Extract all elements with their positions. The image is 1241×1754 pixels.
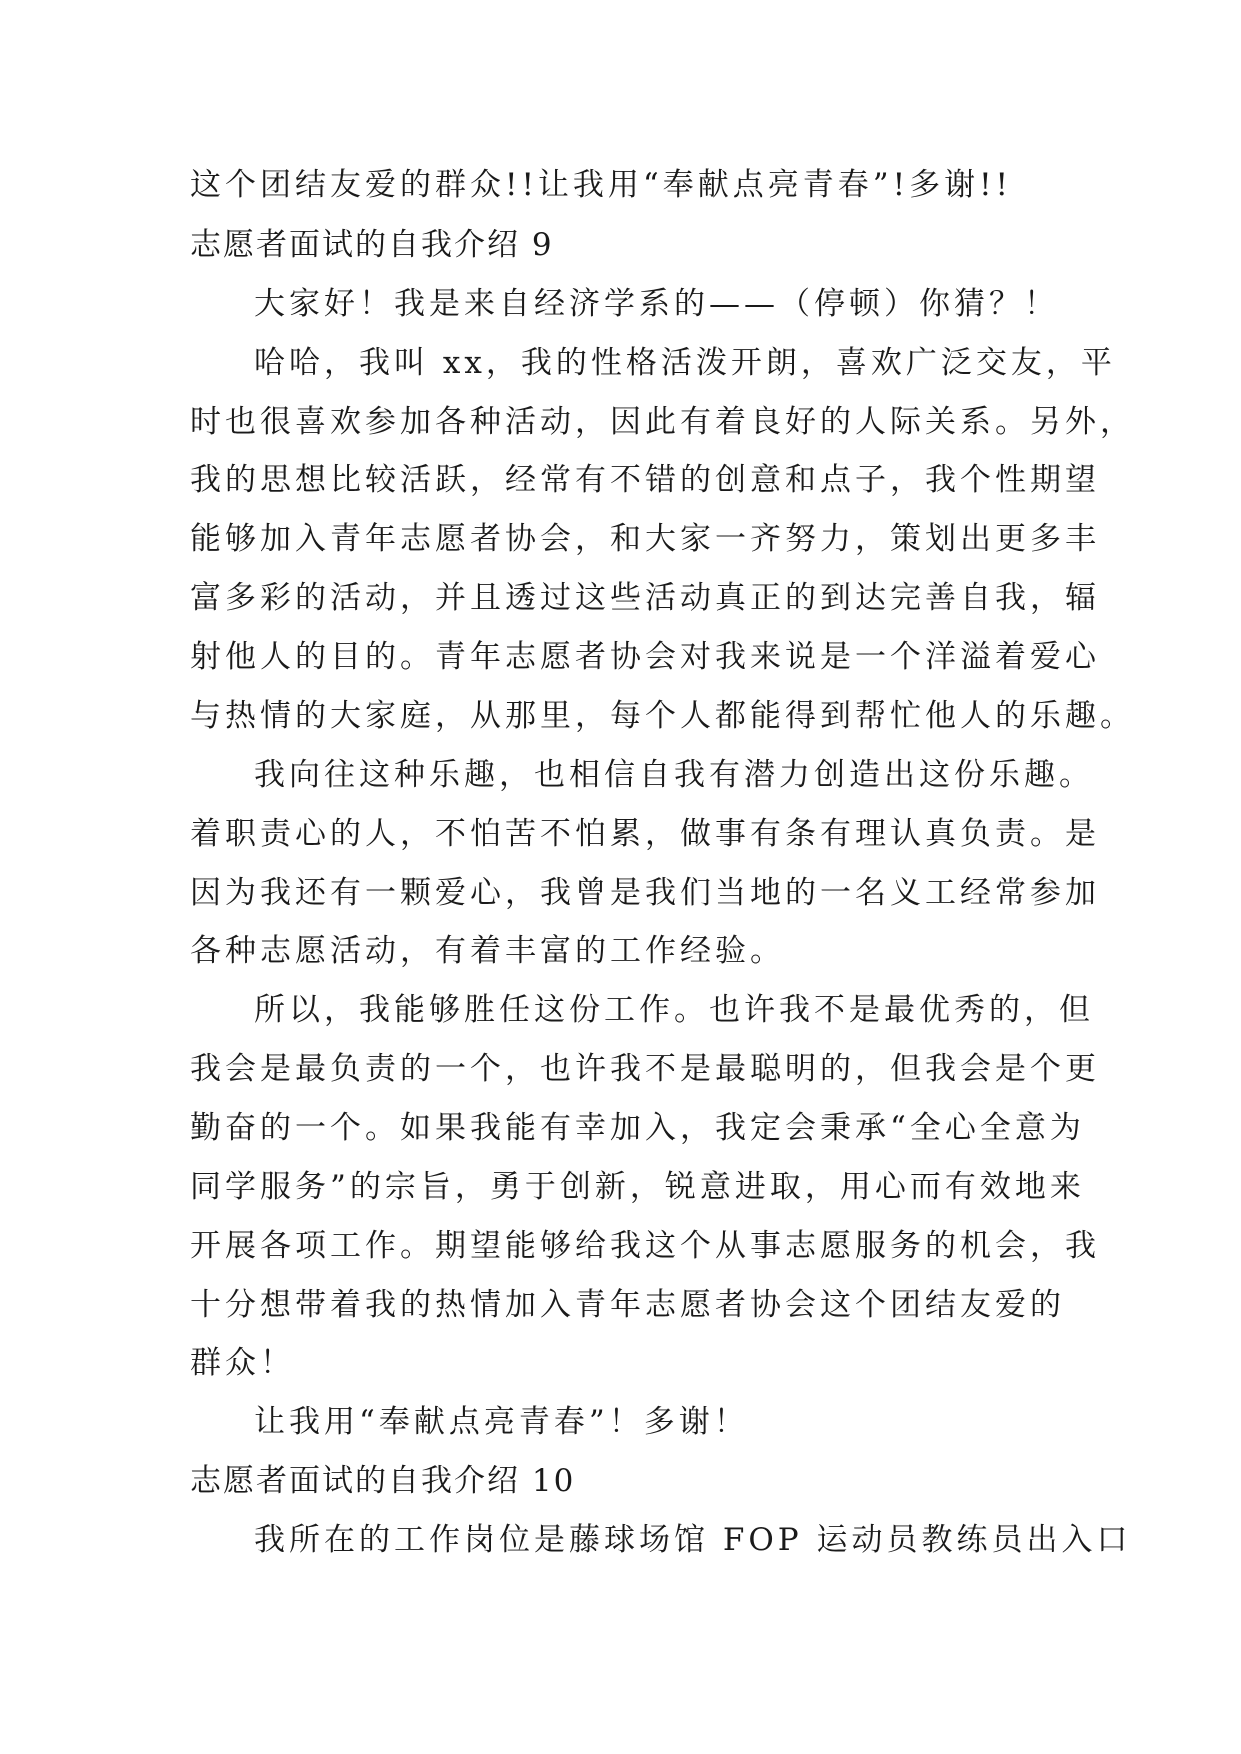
paragraph-line: 我所在的工作岗位是藤球场馆 FOP 运动员教练员出入口 [254,1522,1132,1558]
text-line: 这个团结友爱的群众!!让我用“奉献点亮青春”!多谢!! [190,167,1012,203]
paragraph-line: 因为我还有一颗爱心，我曾是我们当地的一名义工经常参加 [190,875,1100,911]
paragraph-line: 哈哈，我叫 xx，我的性格活泼开朗，喜欢广泛交友，平 [254,345,1116,381]
paragraph-line: 所以，我能够胜任这份工作。也许我不是最优秀的，但 [254,992,1094,1028]
paragraph-line: 十分想带着我的热情加入青年志愿者协会这个团结友爱的 [190,1287,1065,1323]
paragraph-line: 我的思想比较活跃，经常有不错的创意和点子，我个性期望 [190,462,1100,498]
paragraph-line: 群众！ [190,1345,295,1381]
section-heading: 志愿者面试的自我介绍 10 [190,1463,576,1499]
paragraph-line: 我会是最负责的一个，也许我不是最聪明的，但我会是个更 [190,1051,1100,1087]
paragraph-line: 富多彩的活动，并且透过这些活动真正的到达完善自我，辐 [190,580,1100,616]
paragraph-line: 让我用“奉献点亮青春”！多谢！ [254,1404,749,1440]
paragraph-line: 同学服务”的宗旨，勇于创新，锐意进取，用心而有效地来 [190,1169,1085,1205]
paragraph-line: 能够加入青年志愿者协会，和大家一齐努力，策划出更多丰 [190,521,1100,557]
section-heading: 志愿者面试的自我介绍 9 [190,227,554,263]
paragraph-line: 各种志愿活动，有着丰富的工作经验。 [190,933,785,969]
paragraph-line: 时也很喜欢参加各种活动，因此有着良好的人际关系。另外， [190,404,1135,440]
paragraph-line: 大家好！我是来自经济学系的——（停顿）你猜？！ [254,286,1059,322]
paragraph-line: 勤奋的一个。如果我能有幸加入，我定会秉承“全心全意为 [190,1110,1085,1146]
paragraph-line: 开展各项工作。期望能够给我这个从事志愿服务的机会，我 [190,1228,1100,1264]
paragraph-line: 我向往这种乐趣，也相信自我有潜力创造出这份乐趣。 [254,757,1094,793]
paragraph-line: 与热情的大家庭，从那里，每个人都能得到帮忙他人的乐趣。 [190,698,1135,734]
paragraph-line: 着职责心的人，不怕苦不怕累，做事有条有理认真负责。是 [190,816,1100,852]
paragraph-line: 射他人的目的。青年志愿者协会对我来说是一个洋溢着爱心 [190,639,1100,675]
